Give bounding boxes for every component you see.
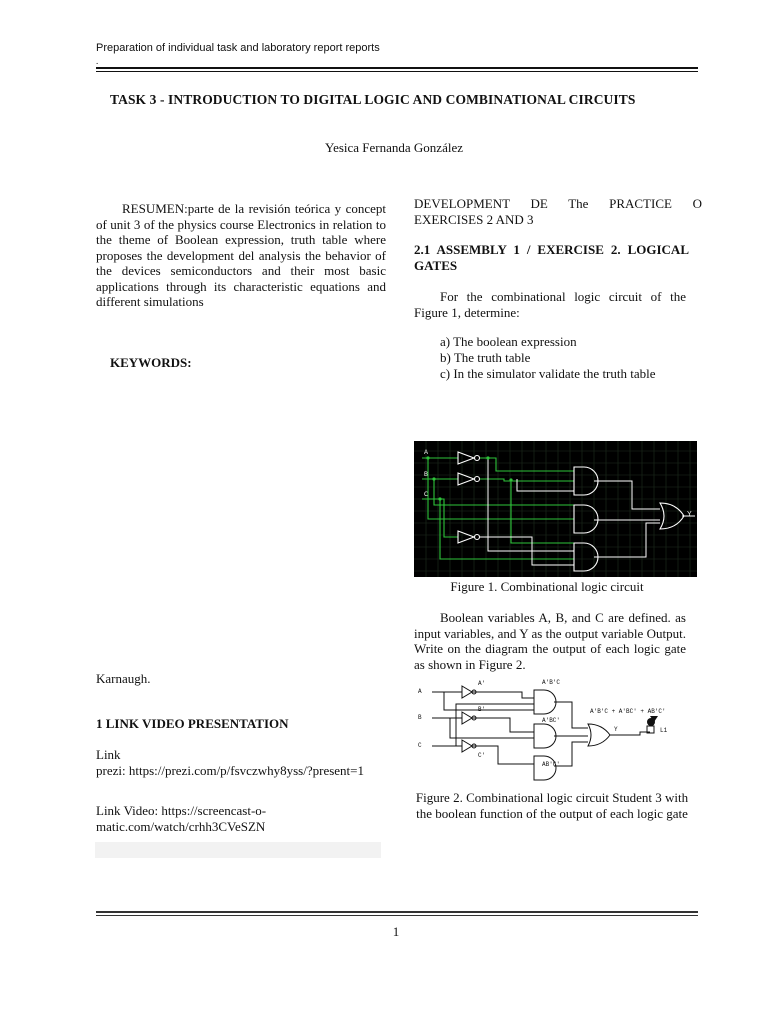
header-dot: . <box>96 56 99 66</box>
fig1-label-y: Y <box>687 511 692 518</box>
author-name: Yesica Fernanda González <box>324 140 464 155</box>
footer-rule-thick <box>96 911 698 913</box>
grey-bar <box>95 842 381 858</box>
header-rule-thick <box>96 67 698 69</box>
development-heading: DEVELOPMENT DE The PRACTICE O EXERCISES 2 AND 3 <box>414 196 702 227</box>
fig2-label-g2: A'BC' <box>542 717 561 724</box>
fig2-label-g1: A'B'C <box>542 679 561 686</box>
karnaugh-text: Karnaugh. <box>96 671 151 686</box>
task-list <box>414 334 728 382</box>
prezi-link[interactable]: prezi: https://prezi.com/p/fsvczwhy8yss/?present=1 <box>96 763 364 778</box>
fig2-label-a: A <box>418 688 422 695</box>
abstract-paragraph: RESUMEN:parte de la revisión teórica y concept of unit 3 of the physics course Electronics in relation to the theme of Boolean expression, truth table where proposes the development del analysis the behavior of the devices semiconductors and their most basic applications through its characteristic equations and different simulations <box>96 201 386 309</box>
fig1-label-c: C <box>424 492 429 498</box>
link-label: Link <box>96 747 121 762</box>
fig2-label-b-not: B' <box>478 706 486 713</box>
video-link[interactable]: Link Video: https://screencast-o-matic.com/watch/crhh3CVeSZN <box>96 803 267 834</box>
fig2-label-g3: AB'C' <box>542 761 561 768</box>
fig2-label-c-not: C' <box>478 752 486 759</box>
task-item-a: a) The boolean expression <box>440 334 577 349</box>
keywords-label: KEYWORDS: <box>110 355 192 370</box>
fig1-label-a: A <box>424 450 429 456</box>
figure-2-caption: Figure 2. Combinational logic circuit Student 3 with the boolean function of the output of each logic gate <box>415 790 689 821</box>
fig2-label-c: C <box>418 742 422 749</box>
figure-1-caption: Figure 1. Combinational logic circuit <box>450 579 644 594</box>
variables-paragraph: Boolean variables A, B, and C are defined. as input variables, and Y as the output variable Output. Write on the diagram the output of each logic gate as shown in Figure 2. <box>414 610 686 672</box>
figure-2-circuit <box>414 676 698 796</box>
header-rule-thin <box>96 71 698 72</box>
fig2-label-a-not: A' <box>478 680 486 687</box>
fig2-label-sum: A'B'C + A'BC' + AB'C' <box>590 708 666 715</box>
task-item-b: b) The truth table <box>440 350 531 365</box>
running-header: Preparation of individual task and laboratory report reports <box>96 42 380 54</box>
fig1-label-b: B <box>424 472 429 478</box>
fig2-label-y: Y <box>614 726 618 733</box>
fig2-label-l1: L1 <box>660 727 668 734</box>
figure-1-circuit <box>414 441 697 577</box>
intro-paragraph: For the combinational logic circuit of the Figure 1, determine: <box>414 289 686 320</box>
subsection-heading: 2.1 ASSEMBLY 1 / EXERCISE 2. LOGICAL GATES <box>414 242 689 273</box>
page-number: 1 <box>392 924 400 939</box>
document-title: TASK 3 - INTRODUCTION TO DIGITAL LOGIC AND COMBINATIONAL CIRCUITS <box>110 92 636 107</box>
footer-rule-thin <box>96 915 698 916</box>
fig2-label-b: B <box>418 714 422 721</box>
video-section-heading: 1 LINK VIDEO PRESENTATION <box>96 716 289 731</box>
task-item-c: c) In the simulator validate the truth table <box>440 366 656 381</box>
